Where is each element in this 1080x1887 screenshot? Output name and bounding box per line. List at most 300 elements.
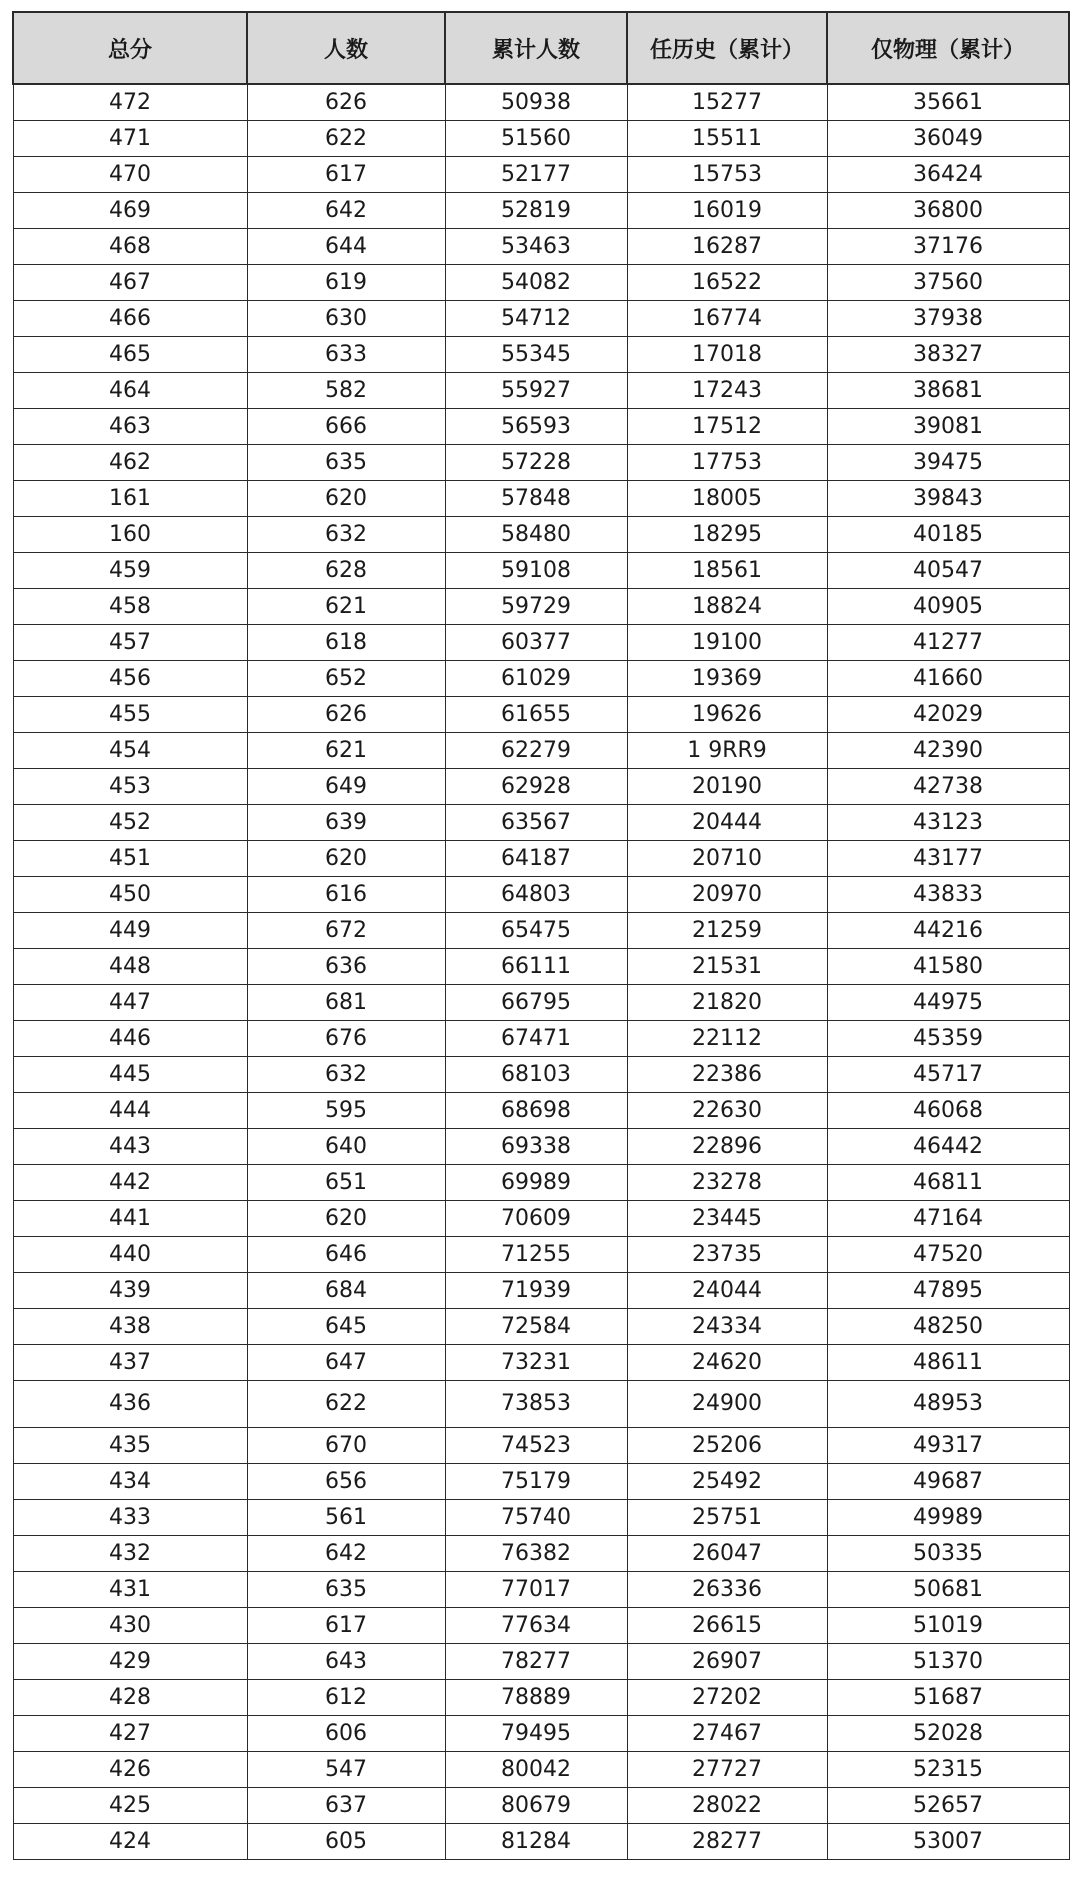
cell-history-cumulative: 18295 — [627, 517, 827, 553]
cell-cumulative-count: 58480 — [445, 517, 627, 553]
cell-total-score: 437 — [13, 1345, 247, 1381]
cell-history-cumulative: 21259 — [627, 913, 827, 949]
cell-history-cumulative: 25206 — [627, 1428, 827, 1464]
cell-history-cumulative: 15753 — [627, 157, 827, 193]
cell-physics-cumulative: 47895 — [827, 1273, 1069, 1309]
cell-count: 642 — [247, 1536, 445, 1572]
cell-physics-cumulative: 42738 — [827, 769, 1069, 805]
cell-cumulative-count: 78277 — [445, 1644, 627, 1680]
cell-total-score: 450 — [13, 877, 247, 913]
cell-physics-cumulative: 50335 — [827, 1536, 1069, 1572]
cell-total-score: 431 — [13, 1572, 247, 1608]
table-row — [13, 481, 1069, 517]
table-row — [13, 841, 1069, 877]
table-row — [13, 697, 1069, 733]
table-row — [13, 1788, 1069, 1824]
cell-history-cumulative: 22386 — [627, 1057, 827, 1093]
cell-total-score: 453 — [13, 769, 247, 805]
cell-count: 582 — [247, 373, 445, 409]
cell-cumulative-count: 76382 — [445, 1536, 627, 1572]
table-row — [13, 1752, 1069, 1788]
cell-count: 647 — [247, 1345, 445, 1381]
cell-total-score: 452 — [13, 805, 247, 841]
cell-history-cumulative: 15511 — [627, 121, 827, 157]
cell-cumulative-count: 75179 — [445, 1464, 627, 1500]
cell-count: 681 — [247, 985, 445, 1021]
cell-cumulative-count: 59108 — [445, 553, 627, 589]
cell-cumulative-count: 70609 — [445, 1201, 627, 1237]
cell-count: 617 — [247, 1608, 445, 1644]
table-row — [13, 373, 1069, 409]
cell-count: 622 — [247, 1381, 445, 1428]
cell-cumulative-count: 60377 — [445, 625, 627, 661]
cell-history-cumulative: 17753 — [627, 445, 827, 481]
cell-cumulative-count: 64187 — [445, 841, 627, 877]
cell-history-cumulative: 26336 — [627, 1572, 827, 1608]
cell-count: 646 — [247, 1237, 445, 1273]
cell-history-cumulative: 25751 — [627, 1500, 827, 1536]
cell-physics-cumulative: 38327 — [827, 337, 1069, 373]
cell-physics-cumulative: 39843 — [827, 481, 1069, 517]
cell-history-cumulative: 18561 — [627, 553, 827, 589]
cell-cumulative-count: 77017 — [445, 1572, 627, 1608]
cell-total-score: 442 — [13, 1165, 247, 1201]
cell-cumulative-count: 56593 — [445, 409, 627, 445]
cell-count: 670 — [247, 1428, 445, 1464]
cell-cumulative-count: 54082 — [445, 265, 627, 301]
table-row — [13, 265, 1069, 301]
cell-history-cumulative: 26615 — [627, 1608, 827, 1644]
cell-cumulative-count: 57848 — [445, 481, 627, 517]
table-row — [13, 805, 1069, 841]
cell-total-score: 441 — [13, 1201, 247, 1237]
cell-history-cumulative: 20444 — [627, 805, 827, 841]
cell-cumulative-count: 73231 — [445, 1345, 627, 1381]
cell-history-cumulative: 25492 — [627, 1464, 827, 1500]
cell-count: 621 — [247, 589, 445, 625]
cell-physics-cumulative: 47164 — [827, 1201, 1069, 1237]
table-row — [13, 985, 1069, 1021]
cell-history-cumulative: 20190 — [627, 769, 827, 805]
cell-total-score: 447 — [13, 985, 247, 1021]
table-row — [13, 1716, 1069, 1752]
cell-physics-cumulative: 43833 — [827, 877, 1069, 913]
cell-cumulative-count: 62279 — [445, 733, 627, 769]
cell-count: 616 — [247, 877, 445, 913]
cell-history-cumulative: 24044 — [627, 1273, 827, 1309]
cell-cumulative-count: 80042 — [445, 1752, 627, 1788]
cell-count: 626 — [247, 697, 445, 733]
cell-total-score: 455 — [13, 697, 247, 733]
cell-physics-cumulative: 41277 — [827, 625, 1069, 661]
cell-history-cumulative: 17512 — [627, 409, 827, 445]
cell-total-score: 472 — [13, 84, 247, 121]
table-row — [13, 1057, 1069, 1093]
cell-count: 649 — [247, 769, 445, 805]
cell-count: 640 — [247, 1129, 445, 1165]
cell-cumulative-count: 61029 — [445, 661, 627, 697]
cell-physics-cumulative: 43177 — [827, 841, 1069, 877]
cell-total-score: 424 — [13, 1824, 247, 1860]
cell-total-score: 446 — [13, 1021, 247, 1057]
cell-cumulative-count: 59729 — [445, 589, 627, 625]
cell-history-cumulative: 17243 — [627, 373, 827, 409]
cell-physics-cumulative: 39081 — [827, 409, 1069, 445]
cell-physics-cumulative: 46068 — [827, 1093, 1069, 1129]
cell-count: 547 — [247, 1752, 445, 1788]
cell-total-score: 468 — [13, 229, 247, 265]
cell-total-score: 435 — [13, 1428, 247, 1464]
cell-total-score: 428 — [13, 1680, 247, 1716]
cell-physics-cumulative: 51019 — [827, 1608, 1069, 1644]
cell-history-cumulative: 19369 — [627, 661, 827, 697]
cell-physics-cumulative: 40547 — [827, 553, 1069, 589]
cell-history-cumulative: 16019 — [627, 193, 827, 229]
cell-count: 642 — [247, 193, 445, 229]
cell-count: 676 — [247, 1021, 445, 1057]
table-row — [13, 1381, 1069, 1428]
cell-history-cumulative: 22630 — [627, 1093, 827, 1129]
table-body — [13, 84, 1069, 1860]
cell-count: 630 — [247, 301, 445, 337]
cell-history-cumulative: 26907 — [627, 1644, 827, 1680]
cell-count: 621 — [247, 733, 445, 769]
cell-physics-cumulative: 36049 — [827, 121, 1069, 157]
cell-total-score: 432 — [13, 1536, 247, 1572]
cell-total-score: 459 — [13, 553, 247, 589]
cell-total-score: 443 — [13, 1129, 247, 1165]
cell-physics-cumulative: 36424 — [827, 157, 1069, 193]
table-row — [13, 769, 1069, 805]
cell-physics-cumulative: 40185 — [827, 517, 1069, 553]
table-row — [13, 553, 1069, 589]
cell-total-score: 465 — [13, 337, 247, 373]
table-row — [13, 733, 1069, 769]
cell-history-cumulative: 16774 — [627, 301, 827, 337]
cell-total-score: 161 — [13, 481, 247, 517]
cell-physics-cumulative: 49989 — [827, 1500, 1069, 1536]
cell-total-score: 425 — [13, 1788, 247, 1824]
cell-count: 637 — [247, 1788, 445, 1824]
cell-total-score: 463 — [13, 409, 247, 445]
cell-physics-cumulative: 48250 — [827, 1309, 1069, 1345]
table-row — [13, 157, 1069, 193]
cell-total-score: 454 — [13, 733, 247, 769]
cell-count: 632 — [247, 1057, 445, 1093]
cell-physics-cumulative: 37176 — [827, 229, 1069, 265]
cell-physics-cumulative: 44975 — [827, 985, 1069, 1021]
cell-count: 622 — [247, 121, 445, 157]
header-row — [13, 12, 1069, 84]
table-row — [13, 229, 1069, 265]
cell-physics-cumulative: 39475 — [827, 445, 1069, 481]
cell-cumulative-count: 61655 — [445, 697, 627, 733]
header-physics-cumulative: 仅物理（累计） — [827, 12, 1069, 84]
cell-total-score: 466 — [13, 301, 247, 337]
cell-history-cumulative: 27202 — [627, 1680, 827, 1716]
cell-count: 618 — [247, 625, 445, 661]
cell-physics-cumulative: 35661 — [827, 84, 1069, 121]
cell-history-cumulative: 23735 — [627, 1237, 827, 1273]
cell-count: 643 — [247, 1644, 445, 1680]
table-row — [13, 1237, 1069, 1273]
cell-total-score: 464 — [13, 373, 247, 409]
cell-cumulative-count: 66111 — [445, 949, 627, 985]
cell-total-score: 471 — [13, 121, 247, 157]
cell-physics-cumulative: 41660 — [827, 661, 1069, 697]
cell-cumulative-count: 68698 — [445, 1093, 627, 1129]
cell-history-cumulative: 27727 — [627, 1752, 827, 1788]
cell-cumulative-count: 52819 — [445, 193, 627, 229]
cell-cumulative-count: 68103 — [445, 1057, 627, 1093]
cell-cumulative-count: 54712 — [445, 301, 627, 337]
cell-physics-cumulative: 46811 — [827, 1165, 1069, 1201]
cell-total-score: 467 — [13, 265, 247, 301]
cell-history-cumulative: 28022 — [627, 1788, 827, 1824]
cell-physics-cumulative: 45359 — [827, 1021, 1069, 1057]
cell-count: 635 — [247, 445, 445, 481]
table-row — [13, 877, 1069, 913]
cell-count: 645 — [247, 1309, 445, 1345]
table-row — [13, 193, 1069, 229]
cell-history-cumulative: 18824 — [627, 589, 827, 625]
cell-physics-cumulative: 50681 — [827, 1572, 1069, 1608]
cell-count: 633 — [247, 337, 445, 373]
cell-total-score: 434 — [13, 1464, 247, 1500]
cell-cumulative-count: 50938 — [445, 84, 627, 121]
cell-count: 635 — [247, 1572, 445, 1608]
cell-history-cumulative: 18005 — [627, 481, 827, 517]
cell-history-cumulative: 16287 — [627, 229, 827, 265]
table-row — [13, 1309, 1069, 1345]
table-row — [13, 84, 1069, 121]
cell-physics-cumulative: 38681 — [827, 373, 1069, 409]
score-table-sheet — [12, 11, 1068, 1860]
cell-physics-cumulative: 42390 — [827, 733, 1069, 769]
cell-cumulative-count: 81284 — [445, 1824, 627, 1860]
cell-history-cumulative: 23445 — [627, 1201, 827, 1237]
cell-history-cumulative: 26047 — [627, 1536, 827, 1572]
cell-total-score: 470 — [13, 157, 247, 193]
table-row — [13, 913, 1069, 949]
cell-history-cumulative: 20970 — [627, 877, 827, 913]
cell-total-score: 449 — [13, 913, 247, 949]
cell-total-score: 436 — [13, 1381, 247, 1428]
cell-cumulative-count: 73853 — [445, 1381, 627, 1428]
cell-total-score: 456 — [13, 661, 247, 697]
cell-cumulative-count: 77634 — [445, 1608, 627, 1644]
cell-history-cumulative: 19100 — [627, 625, 827, 661]
cell-total-score: 458 — [13, 589, 247, 625]
cell-total-score: 433 — [13, 1500, 247, 1536]
table-row — [13, 1464, 1069, 1500]
cell-history-cumulative: 15277 — [627, 84, 827, 121]
cell-cumulative-count: 71255 — [445, 1237, 627, 1273]
cell-cumulative-count: 64803 — [445, 877, 627, 913]
cell-total-score: 440 — [13, 1237, 247, 1273]
cell-total-score: 426 — [13, 1752, 247, 1788]
table-row — [13, 409, 1069, 445]
cell-history-cumulative: 21820 — [627, 985, 827, 1021]
cell-history-cumulative: 24900 — [627, 1381, 827, 1428]
header-count: 人数 — [247, 12, 445, 84]
cell-history-cumulative: 24334 — [627, 1309, 827, 1345]
cell-history-cumulative: 16522 — [627, 265, 827, 301]
cell-count: 666 — [247, 409, 445, 445]
table-row — [13, 1129, 1069, 1165]
cell-total-score: 438 — [13, 1309, 247, 1345]
cell-physics-cumulative: 46442 — [827, 1129, 1069, 1165]
cell-total-score: 457 — [13, 625, 247, 661]
cell-count: 651 — [247, 1165, 445, 1201]
cell-count: 606 — [247, 1716, 445, 1752]
cell-history-cumulative: 19626 — [627, 697, 827, 733]
table-row — [13, 1165, 1069, 1201]
table-row — [13, 1608, 1069, 1644]
cell-count: 644 — [247, 229, 445, 265]
table-row — [13, 949, 1069, 985]
cell-cumulative-count: 62928 — [445, 769, 627, 805]
cell-total-score: 160 — [13, 517, 247, 553]
cell-total-score: 445 — [13, 1057, 247, 1093]
cell-total-score: 448 — [13, 949, 247, 985]
cell-history-cumulative: 20710 — [627, 841, 827, 877]
table-row — [13, 625, 1069, 661]
table-row — [13, 301, 1069, 337]
cell-cumulative-count: 55927 — [445, 373, 627, 409]
cell-physics-cumulative: 37560 — [827, 265, 1069, 301]
cell-cumulative-count: 55345 — [445, 337, 627, 373]
cell-count: 626 — [247, 84, 445, 121]
table-row — [13, 661, 1069, 697]
cell-count: 605 — [247, 1824, 445, 1860]
cell-history-cumulative: 28277 — [627, 1824, 827, 1860]
cell-history-cumulative: 24620 — [627, 1345, 827, 1381]
table-row — [13, 1345, 1069, 1381]
cell-cumulative-count: 66795 — [445, 985, 627, 1021]
cell-cumulative-count: 69338 — [445, 1129, 627, 1165]
header-history-cumulative: 任历史（累计） — [627, 12, 827, 84]
table-row — [13, 589, 1069, 625]
cell-cumulative-count: 52177 — [445, 157, 627, 193]
cell-physics-cumulative: 45717 — [827, 1057, 1069, 1093]
cell-physics-cumulative: 40905 — [827, 589, 1069, 625]
cell-count: 620 — [247, 841, 445, 877]
header-total-score: 总分 — [13, 12, 247, 84]
table-row — [13, 1201, 1069, 1237]
cell-physics-cumulative: 36800 — [827, 193, 1069, 229]
cell-count: 684 — [247, 1273, 445, 1309]
cell-cumulative-count: 79495 — [445, 1716, 627, 1752]
table-row — [13, 1021, 1069, 1057]
cell-history-cumulative: 22896 — [627, 1129, 827, 1165]
cell-count: 672 — [247, 913, 445, 949]
cell-physics-cumulative: 42029 — [827, 697, 1069, 733]
cell-physics-cumulative: 48953 — [827, 1381, 1069, 1428]
table-row — [13, 1273, 1069, 1309]
cell-cumulative-count: 75740 — [445, 1500, 627, 1536]
cell-total-score: 469 — [13, 193, 247, 229]
cell-count: 617 — [247, 157, 445, 193]
cell-history-cumulative: 1 9RR9 — [627, 733, 827, 769]
table-row — [13, 1644, 1069, 1680]
cell-total-score: 427 — [13, 1716, 247, 1752]
cell-count: 620 — [247, 481, 445, 517]
cell-total-score: 429 — [13, 1644, 247, 1680]
cell-total-score: 439 — [13, 1273, 247, 1309]
cell-count: 561 — [247, 1500, 445, 1536]
cell-physics-cumulative: 47520 — [827, 1237, 1069, 1273]
cell-total-score: 444 — [13, 1093, 247, 1129]
cell-history-cumulative: 23278 — [627, 1165, 827, 1201]
table-row — [13, 1824, 1069, 1860]
cell-cumulative-count: 71939 — [445, 1273, 627, 1309]
cell-count: 636 — [247, 949, 445, 985]
cell-history-cumulative: 17018 — [627, 337, 827, 373]
cell-cumulative-count: 78889 — [445, 1680, 627, 1716]
cell-cumulative-count: 74523 — [445, 1428, 627, 1464]
cell-physics-cumulative: 53007 — [827, 1824, 1069, 1860]
cell-physics-cumulative: 37938 — [827, 301, 1069, 337]
cell-physics-cumulative: 41580 — [827, 949, 1069, 985]
cell-physics-cumulative: 44216 — [827, 913, 1069, 949]
cell-cumulative-count: 51560 — [445, 121, 627, 157]
cell-count: 639 — [247, 805, 445, 841]
table-row — [13, 517, 1069, 553]
cell-count: 632 — [247, 517, 445, 553]
table-row — [13, 445, 1069, 481]
table-row — [13, 1572, 1069, 1608]
cell-physics-cumulative: 49687 — [827, 1464, 1069, 1500]
cell-physics-cumulative: 48611 — [827, 1345, 1069, 1381]
cell-count: 595 — [247, 1093, 445, 1129]
cell-history-cumulative: 27467 — [627, 1716, 827, 1752]
cell-cumulative-count: 72584 — [445, 1309, 627, 1345]
score-distribution-table — [12, 11, 1070, 1860]
cell-total-score: 451 — [13, 841, 247, 877]
cell-count: 628 — [247, 553, 445, 589]
cell-cumulative-count: 65475 — [445, 913, 627, 949]
table-row — [13, 337, 1069, 373]
cell-total-score: 430 — [13, 1608, 247, 1644]
table-row — [13, 1680, 1069, 1716]
cell-physics-cumulative: 52315 — [827, 1752, 1069, 1788]
cell-total-score: 462 — [13, 445, 247, 481]
cell-count: 612 — [247, 1680, 445, 1716]
cell-count: 656 — [247, 1464, 445, 1500]
cell-cumulative-count: 69989 — [445, 1165, 627, 1201]
cell-physics-cumulative: 43123 — [827, 805, 1069, 841]
cell-cumulative-count: 57228 — [445, 445, 627, 481]
cell-physics-cumulative: 51687 — [827, 1680, 1069, 1716]
cell-count: 620 — [247, 1201, 445, 1237]
cell-cumulative-count: 67471 — [445, 1021, 627, 1057]
table-row — [13, 1536, 1069, 1572]
table-row — [13, 1093, 1069, 1129]
table-row — [13, 1428, 1069, 1464]
cell-physics-cumulative: 51370 — [827, 1644, 1069, 1680]
cell-physics-cumulative: 52028 — [827, 1716, 1069, 1752]
cell-count: 652 — [247, 661, 445, 697]
header-cumulative-count: 累计人数 — [445, 12, 627, 84]
cell-physics-cumulative: 52657 — [827, 1788, 1069, 1824]
cell-count: 619 — [247, 265, 445, 301]
cell-cumulative-count: 53463 — [445, 229, 627, 265]
cell-cumulative-count: 63567 — [445, 805, 627, 841]
cell-physics-cumulative: 49317 — [827, 1428, 1069, 1464]
cell-history-cumulative: 21531 — [627, 949, 827, 985]
cell-cumulative-count: 80679 — [445, 1788, 627, 1824]
